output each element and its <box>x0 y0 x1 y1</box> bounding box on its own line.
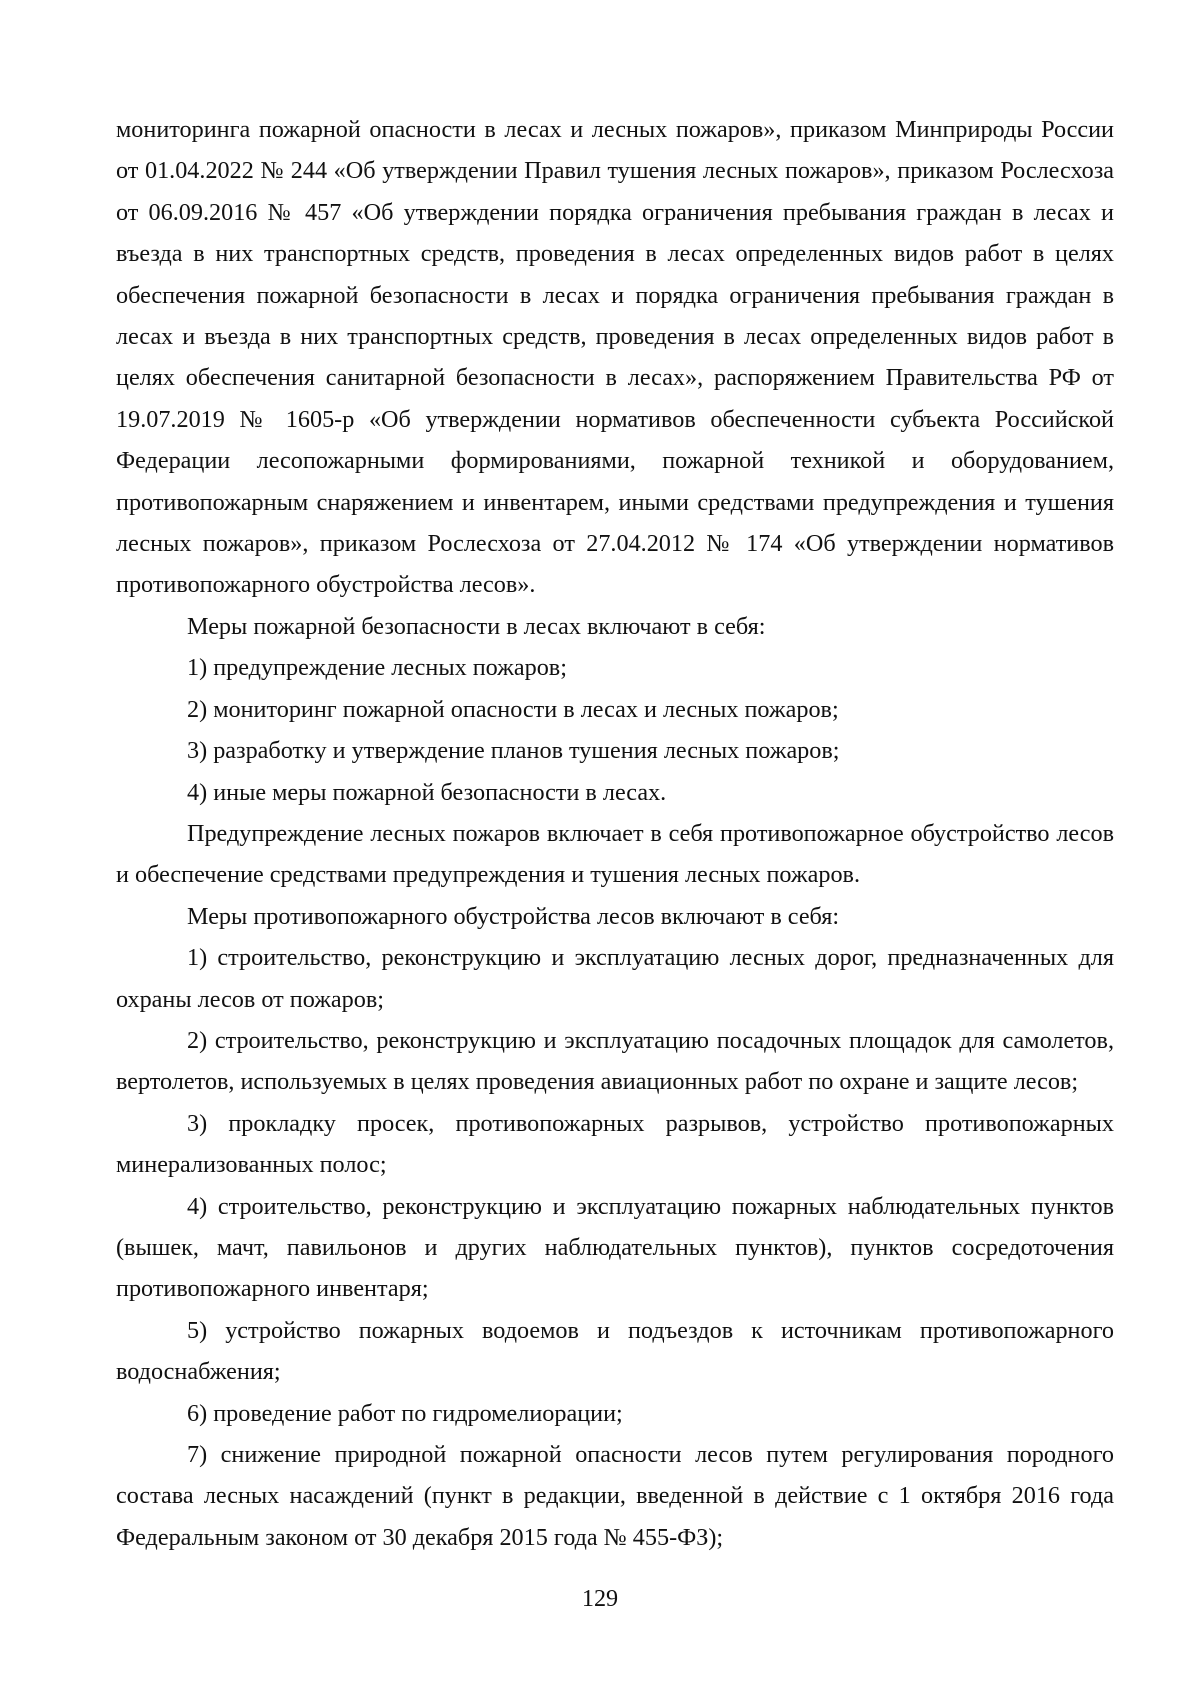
paragraph: Меры пожарной безопасности в лесах включают в себя: <box>187 612 766 640</box>
list-item: 2) мониторинг пожарной опасности в лесах и лесных пожаров; <box>187 695 839 723</box>
list-item: 1) строительство, реконструкцию и эксплуатацию лесных дорог, предназначенных для охраны лесов от пожаров; <box>116 944 1114 1013</box>
paragraph: мониторинга пожарной опасности в лесах и лесных пожаров», приказом Минприроды России от 01.04.2022 № 244 «Об утверждении Правил тушения лесных пожаров», приказом Рослесхоза от 06.09.2016 № 457 «Об утверждении порядка ограничения пребывания граждан в лесах и въезда в них транспортных средств, проведения в лесах определенных видов работ в целях обеспечения пожарной безопасности в лесах и порядка ограничения пребывания граждан в лесах и въезда в них транспортных средств, проведения в лесах определенных видов работ в целях обеспечения санитарной безопасности в лесах», распоряжением Правительства РФ от 19.07.2019 № 1605-р «Об утверждении нормативов обеспеченности субъекта Российской Федерации лесопожарными формированиями, пожарной техникой и оборудованием, противопожарным снаряжением и инвентарем, иными средствами предупреждения и тушения лесных пожаров», приказом Рослесхоза от 27.04.2012 № 174 «Об утверждении нормативов противопожарного обустройства лесов». <box>116 116 1114 599</box>
paragraph: Предупреждение лесных пожаров включает в себя противопожарное обустройство лесов и обеспечение средствами предупреждения и тушения лесных пожаров. <box>116 819 1114 889</box>
paragraph: Меры противопожарного обустройства лесов включают в себя: <box>187 902 840 930</box>
list-item: 4) иные меры пожарной безопасности в лесах. <box>187 778 667 806</box>
list-item: 2) строительство, реконструкцию и эксплуатацию посадочных площадок для самолетов, вертолетов, используемых в целях проведения авиационных работ по охране и защите лесов; <box>116 1026 1114 1096</box>
list-item: 7) снижение природной пожарной опасности лесов путем регулирования породного состава лесных насаждений (пункт в редакции, введенной в действие с 1 октября 2016 года Федеральным законом от 30 декабря 2015 года № 455-ФЗ); <box>116 1441 1114 1551</box>
list-item: 5) устройство пожарных водоемов и подъездов к источникам противопожарного водоснабжения; <box>116 1316 1114 1386</box>
document-body <box>116 109 1114 1558</box>
list-item: 1) предупреждение лесных пожаров; <box>187 654 567 682</box>
page-number: 129 <box>581 1585 619 1612</box>
list-item: 3) разработку и утверждение планов тушения лесных пожаров; <box>187 737 840 765</box>
list-item: 4) строительство, реконструкцию и эксплуатацию пожарных наблюдательных пунктов (вышек, мачт, павильонов и других наблюдательных пунктов), пунктов сосредоточения противопожарного инвентаря; <box>116 1192 1114 1303</box>
list-item: 3) прокладку просек, противопожарных разрывов, устройство противопожарных минерализованных полос; <box>116 1109 1114 1179</box>
list-item: 6) проведение работ по гидромелиорации; <box>187 1399 623 1427</box>
